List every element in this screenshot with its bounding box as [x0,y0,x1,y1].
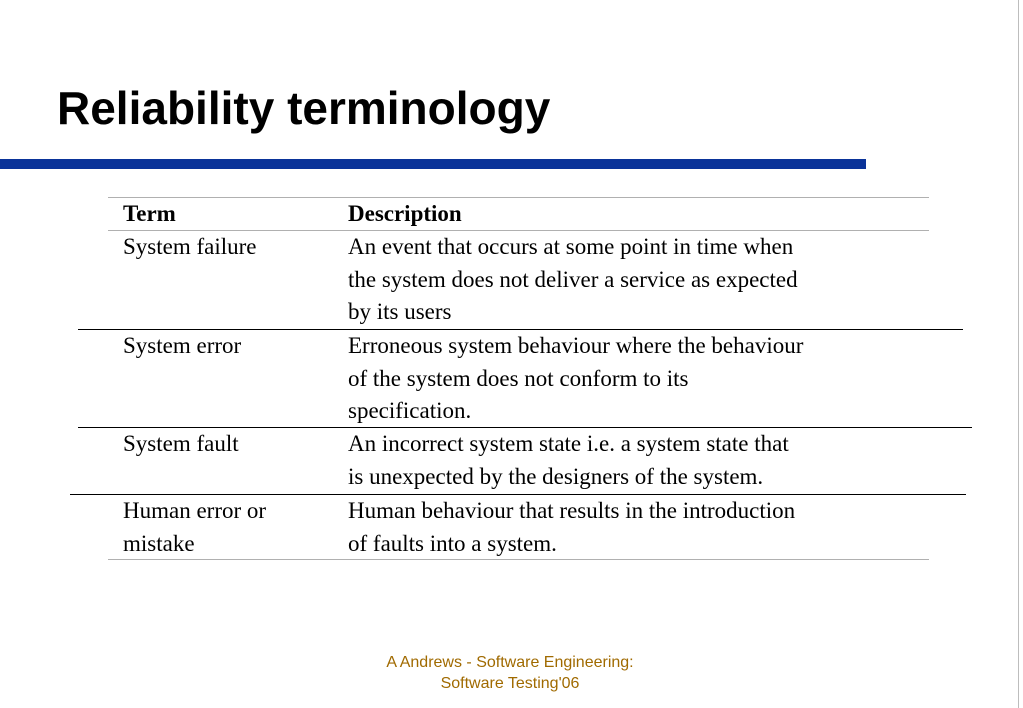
description-line: An event that occurs at some point in time when [348,234,794,259]
table-header-term: Term [123,201,176,226]
title-underline-bar [0,159,866,169]
description-line: is unexpected by the designers of the system. [348,463,764,489]
footer-line: Software Testing'06 [440,675,580,692]
description-line: Erroneous system behaviour where the behaviour [348,333,804,358]
description-line: the system does not deliver a service as expected [348,266,798,292]
term-line: System fault [123,431,239,456]
footer-line: A Andrews - Software Engineering: [386,654,634,671]
description-line: of the system does not conform to its [348,365,689,391]
description-line: An incorrect system state i.e. a system state that [348,431,789,456]
slide-right-edge [1018,0,1019,708]
term-line: mistake [123,530,195,556]
table-row-term [123,330,338,363]
description-line: of faults into a system. [348,530,557,556]
table-row-description [348,428,923,493]
table-row-description [348,330,923,428]
table-row-term [123,495,338,560]
table-row-term [123,231,338,264]
table-row-description [348,495,923,560]
slide-title: Reliability terminology [57,82,551,134]
table-row-term [123,428,338,461]
table-header-description: Description [348,201,462,226]
slide-footer [340,652,680,694]
term-line: System failure [123,234,257,259]
term-line: System error [123,333,242,358]
description-line: specification. [348,398,472,423]
description-line: Human behaviour that results in the introduction [348,498,796,523]
description-line: by its users [348,299,452,324]
term-line: Human error or [123,498,267,523]
table-row-description [348,231,923,329]
